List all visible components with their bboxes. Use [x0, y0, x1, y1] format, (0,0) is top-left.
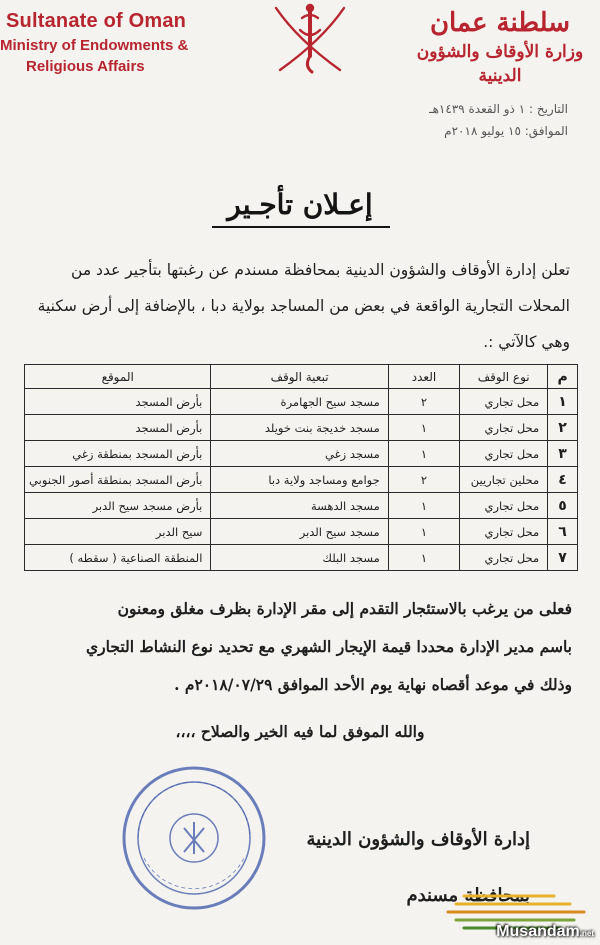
- cell-type: محل تجاري: [460, 389, 548, 415]
- instructions-line: وذلك في موعد أقصاه نهاية يوم الأحد الموافق ٢٠١٨/٠٧/٢٩م .: [174, 675, 572, 694]
- cell-type: محل تجاري: [460, 441, 548, 467]
- cell-endowment: مسجد سيح الدبر: [211, 519, 388, 545]
- cell-count: ٢: [388, 389, 460, 415]
- cell-index: ٢: [548, 415, 578, 441]
- cell-location: بأرض مسجد سيح الدبر: [25, 493, 211, 519]
- cell-count: ١: [388, 519, 460, 545]
- cell-type: محلين تجاريين: [460, 467, 548, 493]
- cell-endowment: مسجد البلك: [211, 545, 388, 571]
- table-row: [25, 415, 578, 441]
- cell-type: محل تجاري: [460, 415, 548, 441]
- application-instructions: [12, 590, 572, 704]
- announcement-title: إعـلان تأجـير: [227, 188, 373, 221]
- cell-index: ٧: [548, 545, 578, 571]
- table-row: [25, 467, 578, 493]
- table-row: [25, 519, 578, 545]
- header-location: الموقع: [25, 365, 211, 389]
- hijri-date: التاريخ : ١ ذو القعدة ١٤٣٩هـ: [429, 102, 568, 116]
- cell-location: سيح الدبر: [25, 519, 211, 545]
- signature-department: إدارة الأوقاف والشؤون الدينية: [306, 829, 530, 850]
- closing-phrase: والله الموفق لما فيه الخير والصلاح ،،،،: [175, 722, 425, 741]
- intro-paragraph: تعلن إدارة الأوقاف والشؤون الدينية بمحافظة مسندم عن رغبتها بتأجير عدد من المحلات التجارية الواقعة في بعض من المساجد بولاية دبا ، بالإضافة إلى أرض سكنية وهي كالآتي :.: [37, 261, 570, 351]
- header-index: م: [548, 365, 578, 389]
- ar-country-name: سلطنة عمان: [429, 8, 571, 38]
- cell-type: محل تجاري: [460, 493, 548, 519]
- cell-count: ١: [388, 441, 460, 467]
- english-letterhead: [0, 10, 230, 75]
- cell-endowment: مسجد الدهسة: [211, 493, 388, 519]
- en-country-name: Sultanate of Oman: [6, 10, 187, 32]
- cell-endowment: مسجد خديجة بنت خويلد: [211, 415, 388, 441]
- header-count: العدد: [388, 365, 460, 389]
- cell-location: بأرض المسجد: [25, 415, 211, 441]
- cell-count: ١: [388, 493, 460, 519]
- cell-type: محل تجاري: [460, 545, 548, 571]
- en-ministry-name-cont: Religious Affairs: [26, 58, 145, 75]
- table-row: [25, 389, 578, 415]
- official-stamp-icon: [118, 762, 270, 914]
- cell-location: المنطقة الصناعية ( سقطه ): [25, 545, 211, 571]
- cell-count: ١: [388, 415, 460, 441]
- en-ministry-name: Ministry of Endowments &: [0, 37, 189, 54]
- table-row: [25, 441, 578, 467]
- table-header-row: [25, 365, 578, 389]
- cell-index: ٤: [548, 467, 578, 493]
- gregorian-date: الموافق: ١٥ يوليو ٢٠١٨م: [444, 124, 568, 138]
- cell-count: ٢: [388, 467, 460, 493]
- oman-emblem-icon: [268, 0, 352, 78]
- cell-endowment: مسجد زغي: [211, 441, 388, 467]
- instructions-line: باسم مدير الإدارة محددا قيمة الإيجار الشهري مع تحديد نوع النشاط التجاري: [85, 637, 572, 656]
- cell-location: بأرض المسجد بمنطقة أصور الجنوبي: [25, 467, 211, 493]
- cell-count: ١: [388, 545, 460, 571]
- cell-index: ٦: [548, 519, 578, 545]
- site-watermark: [434, 884, 600, 945]
- header-endowment: تبعية الوقف: [211, 365, 388, 389]
- cell-index: ١: [548, 389, 578, 415]
- watermark-brand: Musandam: [496, 923, 580, 940]
- watermark-text: [496, 923, 594, 941]
- document-dates: [429, 98, 568, 142]
- cell-type: محل تجاري: [460, 519, 548, 545]
- table-row: [25, 493, 578, 519]
- instructions-line: فعلى من يرغب بالاستئجار التقدم إلى مقر الإدارة بظرف مغلق ومعنون: [117, 599, 572, 618]
- title-underline: [212, 226, 390, 228]
- watermark-tld: .net: [579, 929, 594, 938]
- cell-index: ٣: [548, 441, 578, 467]
- cell-location: بأرض المسجد بمنطقة زغي: [25, 441, 211, 467]
- cell-location: بأرض المسجد: [25, 389, 211, 415]
- rental-table: [24, 364, 578, 571]
- cell-endowment: مسجد سيح الجهامرة: [211, 389, 388, 415]
- arabic-letterhead: [410, 6, 590, 88]
- ar-ministry-name: وزارة الأوقاف والشؤون الدينية: [416, 42, 584, 86]
- table-row: [25, 545, 578, 571]
- cell-endowment: جوامع ومساجد ولاية دبا: [211, 467, 388, 493]
- cell-index: ٥: [548, 493, 578, 519]
- signature-governorate: بمحافظة مسندم: [406, 885, 530, 906]
- header-type: نوع الوقف: [460, 365, 548, 389]
